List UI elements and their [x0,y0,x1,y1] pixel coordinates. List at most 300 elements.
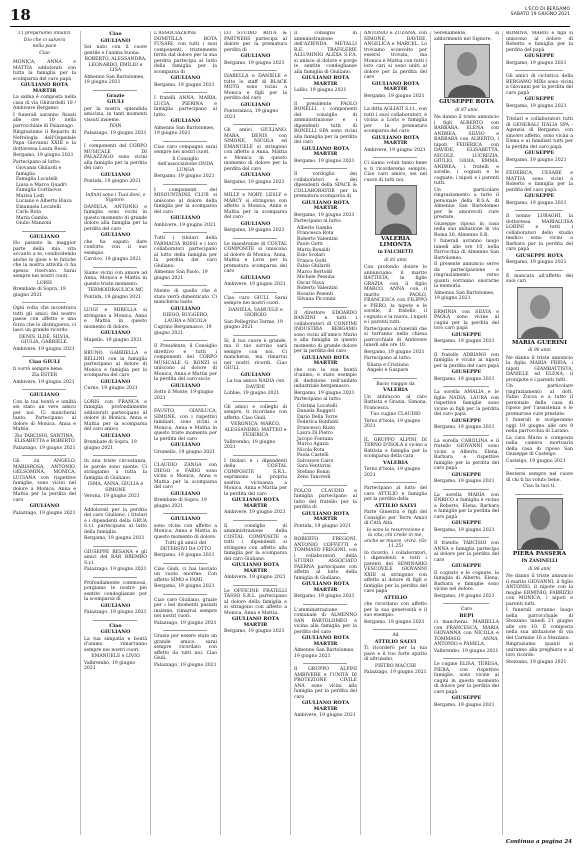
notice-date: Valbrembo, 19 giugno 2021 [224,439,276,450]
condolence-notice [154,289,217,336]
notice-divider [373,434,417,435]
condolence-notice [13,360,76,385]
notice-date: Palazzago, 19 giugno 2021 [364,670,427,675]
notice-text: La salma è composta nella casa di via Ghirardelli 10 / Ambivere Bergamo. [13,95,76,111]
notice-divider [22,231,66,232]
notice-date: Bergamo, 19 giugno 2021 [506,103,567,109]
notice-text: CLAUDIO ZANGA con DIEGO e FABIO sono vicini a Monica, Anna e Mattia per la scomparsa del caro [154,463,217,490]
condolence-notice [434,662,499,708]
condolence-notice [364,382,427,430]
notice-date: Almenno San Paolo, 19 giugno 2021 [154,270,208,281]
notice-text: Grazie per essere stato un grande amico, sarai sempre ricordato con affetto da tutti noi. Ciao Giuli. [154,634,217,661]
notice-divider [515,270,563,271]
notice-text: LORIS con FRANCA e famiglia profondamente addolorati partecipano al dolore di Monica, Anna e Mattia per la scomparsa del caro amico [84,399,147,432]
notice-divider [93,455,137,456]
notice-text: Il cordoglio dei collaboratori e dei dipendenti della SPACE & COLLABORATOR per la prematura scomparsa di [294,172,357,199]
notice-date: Bergamo, 19 giugno 2021 [364,349,425,355]
notice-text: FOLCO CLAUDIO e famiglia partecipano al lutto del fratello per la perdita di [294,488,357,510]
notice-text: I componenti del CORPO MUSICALE DI PALAZZAGO sono vicini alla famiglia per la perdita del caro [84,144,147,171]
notice-signature: DIEGO, RUGGERO, LAURA e NICOLA [162,313,209,324]
condolence-notice [294,537,357,600]
notice-date: Brembate di Sopra, 19 giugno 2021 [84,440,137,451]
condolence-notice [154,31,217,88]
participant: Federica Bonfanti [297,420,339,425]
participant: Nicola Rota [297,447,325,453]
notice-text: MILLY e NORY, LESLY e MARCY si stringono con affetto a Monica, Anna e Mattia per la scomparsa del caro [224,193,287,220]
notice-signature: PIETRO MACCHI [375,663,416,669]
condolence-notice [84,271,147,301]
notice-divider [303,604,347,605]
notice-text: Le OFFICINE FRATELLI TASSO S.R.L. partecipano al dolore della famiglia e si stringono con affetto a Monica, Anna e Mattia. [224,588,287,616]
deceased-name: GIUSEPPE [451,563,482,569]
deceased-name: GIULIANO [240,274,271,281]
condolence-notice [224,524,287,581]
notice-text: Ci siamo voluti tanto bene e ti ricorderemo sempre. Ciao caro amico, sei nel cuore di tutti noi. [364,161,427,183]
participants-heading: Partecipano al lutto: [294,397,342,402]
deceased-name: GIULIANO [170,490,201,497]
condolence-notice [224,31,287,66]
notice-divider [443,537,489,538]
condolence-notice [84,459,147,500]
deceased-name: GIUSEPPE [524,53,555,59]
condolence-notice [224,459,287,516]
participant: Dario Della Torre [297,414,338,420]
condolence-notice [84,193,147,263]
notice-text: Ringraziamo il Reparto di Nefrologia dell'Ospedale Papa Giovanni XXIII e la dottoressa Laura Rossi. [13,130,76,152]
notice-signature: IVAN [109,124,122,129]
condolence-notice [154,634,217,668]
notice-divider [233,585,277,586]
notice-date: Bergamo, 19 giugno 2021 [506,260,567,265]
portrait-silhouette-icon [518,499,562,549]
notice-text: Resterai sempre nel cuore di chi ti ha voluto bene. [506,472,573,483]
deceased-age: di 90 anni [528,348,551,353]
notice-divider [373,103,417,104]
portrait-photo [375,185,417,235]
notice-date: Bergamo, 19 giugno 2021 [224,60,285,66]
participant: Rosario Pesenti [297,291,334,297]
deceased-name: GIULIANO [170,442,201,448]
deceased-name: GIULIANO [240,101,271,108]
married-name: IN ZANINELLI [521,559,558,564]
notice-date: Bergamo, 19 giugno 2021 [294,390,355,396]
notice-text: I titolari e i dipendenti della COSTAL COMPOSITE S.R.L. esprimono la propria sentita vicinanza a Monica, Anna e Mattia per la perdita del caro [224,458,287,497]
notice-text: Ringraziamo quanti si uniranno alla preghiera e al loro ricordo. [506,642,573,658]
notice-divider [303,485,347,486]
death-announcement [364,161,427,374]
obituary-columns [10,31,574,835]
notice-text: La cara Maria è composta nella camera mortuaria della casa di riposo San Giuseppe di Castelgo. [506,435,573,457]
condolence-notice [434,390,499,431]
participant: Angelo e Gaspare [367,368,409,373]
notice-text: Sei nato con il cuore gentile e l'anima buona. [84,45,147,56]
notice-text: ANTONIO e ZUZANA, con SIMONE, DAVIDE, ANGELICA e MARCEL. Lo troviamo sconvolto per essersi trovata, ma Monica e Mattia con tutti i loro cari si sono uniti al dolore per la perdita del caro [364,31,427,80]
participant: Zeno Tancredi [297,475,331,480]
condolence-notice [84,400,147,452]
deceased-name: GIULIANO [240,172,271,178]
condolence-notice [13,306,76,352]
notice-text: Partecipano ai funerali che si terranno nella chiesa parrocchiale di Ambivere lunedì alle ore 10. [364,326,427,348]
notice-divider [515,167,563,168]
notice-text: Il Presidente, il Consiglio direttivo e tutti i componenti del CORPO MUSICALE G. BONZI si uniscono al dolore di Monica, Anna e Mattia per la perdita del caro socio [154,344,217,382]
notice-signature: Zia ESTER [31,373,58,378]
poem-notice [13,31,76,56]
notice-date: Curno, 19 giugno 2021 [84,386,138,391]
deceased-name: GIULIANO [170,305,201,312]
deceased-name: ATTILIO SALVI [374,502,417,509]
notice-divider [233,189,277,190]
notice-divider [93,267,137,268]
notice-signature: Tuo cugino CLAUDIO [370,412,421,417]
deceased-name: GIULIANO ROTA MARTIR [371,134,420,146]
deceased-name: GIULIANO ROTA MARTIR [301,510,350,522]
participant: Silvana Piccinini [297,297,336,302]
notice-date: Bergamo, 19 giugno 2021 [434,702,495,708]
notice-text: Un particolare ringraziamento al dott. Fabio Zucca e a tutto il personale della casa di riposo per l'assistenza e le premurose cure prestate. [506,384,573,417]
deceased-name: GIUSEPPE [524,96,555,102]
notice-date: Valbrembo, 19 giugno 2021 [434,648,499,654]
notice-text: I fratelli ANNA, MARIA, LUCIA, PIERINA e famiglia partecipano al lutto. [154,96,217,118]
deceased-name: GIUSEPPE [524,193,555,199]
notice-divider [443,658,489,659]
notice-divider [443,386,489,387]
notice-text: Tutti i titolari della FARMACIA ROSSI e i loro collaboratori partecipano al lutto della famiglia per la perdita del caro Giuliano. [154,236,217,269]
notice-date: Ambivere, 19 giugno 2021 [224,575,286,580]
condolence-notice [224,242,287,288]
participant: Laura Di Pietro [297,431,333,436]
notice-divider [233,455,277,456]
notice-date: Terno d'Isola, 19 giugno 2021 [364,418,421,429]
participant: Stefano Bonin [297,469,330,475]
notice-signature: Zio TARCISIO, SANTINA, ELISABETTA e ROBERTO [14,433,75,444]
notice-date: Palazzago, 19 giugno 2021 [154,662,217,668]
condolence-notice [224,296,287,331]
notice-signature: La tua amica NADIA con DAVIDE [226,379,285,390]
notice-text: Parte Ginestra e figli del Consiglio per Terre Amici di Città Alta. [364,510,427,526]
condolence-notice [84,550,147,573]
notice-text: Addolorati per la perdita del caro Giuliano, i titolari e i dipendenti della GRUA S.r.l. partecipano al lutto della famiglia. [84,507,147,535]
deceased-name: GIULIANO ROTA MARTIR [301,700,350,712]
notice-divider [233,238,277,239]
notice-text: DANIELA, ANTONIO e famiglia sono vicini in questo momento di grande dolore alla famiglia per la perdita del caro [84,204,147,232]
death-announcement [506,498,573,666]
condolence-notice [84,308,147,343]
notice-signature: DENIS, ILDE, SILVIA, GIULIA, GABRIELE. [19,334,70,345]
participant: Fabio Ghilardi [297,264,331,269]
notice-divider [163,459,207,460]
notice-text: Il fratello TARCISIO con ANNA e famiglia partecipa al dolore per la perdita del caro [434,541,499,563]
column-3 [150,31,219,835]
notice-text: Le cugine ELISA, TERESA, PIERA, con rispettive famiglie, sono vicine ai cugini in questo momento di dolore per la perdita del caro papà [434,662,499,695]
notice-text: L'amministrazione comunale di ALMENNO SAN BARTOLOMEO è vicina alla famiglia per la perdita del caro [294,607,357,635]
deceased-age: di 81 anni [384,257,407,263]
condolence-notice [84,32,147,86]
column-2 [80,31,149,835]
deceased-name: ATTILIO [383,594,408,601]
deceased-name: GIULIANO [100,378,131,385]
notice-text: Niente di quello che è stato verrà dimenticato. Ci mancherai tanto. [154,289,217,305]
deceased-name: GIULIANO [100,432,131,439]
notice-text: I funerali si svolgeranno oggi 19 giugno alle ore 9 nella parrocchia di Lurano. [506,418,573,434]
portrait-photo [517,498,563,550]
notice-divider [93,189,137,190]
condolence-notice [224,193,287,234]
deceased-name: VALERIA [382,459,409,466]
condolence-notice [434,607,499,654]
notice-date: Bergamo, 19 giugno 2021 [434,527,495,533]
portrait-silhouette-icon [445,45,489,97]
notice-text: La sorella MARIA con ENRICO e famiglia è vicina a Roberto, Elena, Barbara e famiglie per la perdita del caro papà [434,492,499,520]
notice-divider [22,389,66,390]
notice-signature: TERMOIDRAULICA MC [87,288,144,293]
notice-text: Ho passato la maggior parte della mia vita accanto a te, condividendo anche le gioie e le fatiche che la nostra attività ci ha spesso riservato. Sarai sempre nei nostri cuori. [13,241,76,279]
notice-text: IL GRUPPO ALPINI DI TERNO D'ISOLA è vicino a Battista e famiglia per la scomparsa della cara [364,437,427,459]
notice-date: Bergamo, 19 giugno 2021 [506,157,567,163]
notice-date: Verona, 19 giugno 2021 [84,494,140,499]
participant: Marisa Lodi [16,193,44,199]
notice-text: Ciao caro Giuliano, grazie per i bei momenti passati insieme, rimarrai sempre nei nostri cuori. [154,597,217,619]
condolence-notice [154,145,217,180]
notice-divider [373,378,417,379]
notice-date: Bergamo, 19 giugno 2021 [294,594,355,599]
notice-text: che ricordano con affetto per la sua generosità e il suo esempio. [364,602,427,618]
deceased-name: GIULIANO ROTA MARTIR [301,199,350,211]
notice-divider [233,520,277,521]
condolence-notice [154,236,217,281]
notice-date: Bergamo, 19 giugno 2021 [224,629,285,634]
notice-text: Gli amici di ciclistica della BERGAMO MIXs sono vicini a Giovanni per la perdita del caro papà [506,74,573,96]
participant: Marco Bertoldi [297,269,333,275]
notice-divider [515,468,563,469]
participants-list [364,363,427,374]
notice-date: Bergamo, 19 giugno 2021 [364,619,425,625]
deceased-name: GIUSEPPE [451,695,482,701]
notice-date: Bergamo, 19 giugno 2021 [224,179,285,185]
notice-date: Pontida, 19 giugno 2021 [84,179,142,184]
notice-text: Gli amici e colleghi di sempre, ti ricordano con affetto: Ciao Giuli. [224,404,287,421]
notice-date: Brembate di Sopra, 19 giugno 2021 [13,287,66,298]
notice-text: Titolari e collaboratori tutti di GENERALI ITALIA SPA - Agenzia di Bergamo, con sincero affetto, sono vicini a Elena e ai familiari tutti per la perdita del caro papà [506,117,573,150]
notice-date: Caprino Bergamasco, 19 giugno 2021 [154,325,212,336]
condolence-notice [294,31,357,94]
condolence-notice [13,459,76,516]
notice-divider [93,90,137,91]
notice-divider [93,347,137,348]
condolence-notice [84,508,147,542]
notice-text: FAUSTO, GIANLUCA, SIMONE, con i rispettivi familiari, sono vicini a Monica, Anna e Mattia in questo triste momento per la perdita del caro [154,409,217,442]
participant: Michele Pessina [297,275,335,280]
participant: Eliana e Cristiano [367,362,409,368]
notice-divider [163,92,207,93]
notice-title: Caro [460,607,473,612]
deceased-name: GIULIANO ROTA MARTIR [301,635,350,647]
portrait-silhouette-icon [376,186,416,234]
notice-divider [443,603,489,604]
notice-date: Bergamo, 19 giugno 2021 [506,60,567,66]
deceased-name: ATTILIO SALVI [374,638,417,645]
condolence-notice [364,486,427,625]
notice-date: Terno d'Isola, 19 giugno 2021 [364,467,421,478]
notice-divider [303,98,347,99]
notice-date: Bergamo, 19 giugno 2021 [434,593,495,599]
deceased-name: GIULIANO [100,602,131,609]
condolence-notice [294,667,357,719]
notice-divider [443,489,489,490]
participants-heading: Partecipano al lutto: [13,159,61,165]
notice-title: Ciao GIULI [28,359,61,365]
notice-signature: Il Consiglio dell'associazione ONDA LUNGA [157,156,214,173]
deceased-name: GIUSEPPE ROTA [439,99,494,105]
participant: Daniela Ruggeri [297,409,335,414]
participant: Alberto Gamba [297,225,333,231]
notice-date: Carvico, 19 giugno 2021 [84,257,142,262]
notice-date: Palazzago, 19 giugno 2021 [84,130,147,136]
notice-date: Almenno San Bartolomeo, 19 giugno 2021 [294,648,355,659]
notice-date: Ambivere, 19 giugno 2021 [364,147,426,153]
notice-date: Bergamo, 19 giugno 2021 [294,158,355,164]
participant: Carlo Rota [16,210,41,215]
notice-divider [515,113,563,114]
notice-date: Bergamo, 19 giugno 2021 [364,93,425,99]
notice-date: Bergamo, 19 giugno 2021 [294,212,355,218]
notice-date: Brembate di Sopra, 19 giugno 2021 [154,498,207,509]
notice-divider [93,304,137,305]
deceased-name: GIULIANO ROTA MARTIR [20,82,69,94]
deceased-name: GIULIANO [100,330,131,336]
notice-date: Sotto il Monte, 19 giugno 2021 [154,390,214,401]
notice-text: Il consiglio di amministrazione dell'AZIENDA METALLI R.E. TRAFILERIE ALLUMINIO ALEXA S.P.A. si unisce al dolore e porge le sentite condoglianze alla famiglia di Giuliano. [294,31,357,75]
notice-date: Pontida, 19 giugno 2021 [294,523,352,529]
notice-text: Il cognato e le cognate, la famiglia di Alberto, Elena, Barbara e famiglie sono vicine nel dolore. [434,570,499,592]
notice-divider [373,157,417,158]
notice-text: LO STUDIO ROTA & PARTNERS partecipa al dolore per la prematura perdita di [224,31,287,53]
participant: Francesco Rizzo [297,425,336,431]
deceased-age: di 87 anni [455,107,478,113]
participant: Giovanni Ghilardi e famiglia [16,166,62,177]
deceased-name: GIUSEPPE [451,331,482,338]
page-number: 18 [10,6,31,24]
participants-heading: Partecipano al lutto: [364,356,412,361]
condolence-notice [13,393,76,451]
notice-divider [303,663,347,664]
death-announcement [506,274,573,465]
notice-divider [22,302,66,303]
notice-divider [233,401,277,402]
continuation-note[interactable]: Continua a pagina 24 [505,839,572,845]
notice-signature: LORIS [36,280,53,286]
condolence-notice [84,624,147,672]
notice-divider [163,513,207,514]
notice-date: Mapello, 19 giugno 2021 [84,337,143,343]
notice-divider [163,184,207,185]
notice-date: Pontida, 19 giugno 2021 [84,294,142,300]
notice-date: Palazzago, 19 giugno 2021 [13,445,76,451]
column-6 [360,31,429,835]
deceased-name: GIULIANO [100,629,131,635]
condolence-notice [224,589,287,635]
notice-date: Almenno San Bartolomeo, 19 giugno 2021 [154,125,215,136]
notice-divider [233,124,277,125]
condolence-notice [224,405,287,451]
notice-divider [233,335,277,336]
deceased-name: GIULIANO ROTA MARTIR [301,75,350,87]
newspaper-name: L'ECO DI BERGAMO [525,7,570,12]
condolence-notice [84,144,147,185]
participant: Sara Venturini [297,464,331,469]
deceased-name: GIUSEPPE [451,471,482,478]
notice-date: Bergamo, 19 giugno 2021 [506,200,567,206]
condolence-notice [84,351,147,392]
participant: Maria Bonaldi [297,247,331,253]
participant: Roberto Valentini [297,286,338,291]
notice-signature: EMANUELE e LIVIO [91,654,140,659]
notice-divider [443,306,489,307]
notice-date: Palazzago, 19 giugno 2021 [84,610,147,615]
participant: Famiglia Cortinovis [16,188,62,193]
notice-divider [515,210,563,211]
notice-divider [303,307,347,308]
notice-divider [163,232,207,233]
deceased-name: GIULIANO [170,118,201,124]
deceased-name: GIULIANO [170,215,201,221]
notice-text: Profondamente commossi, porgiamo le nostre più sentite condoglianze per la scomparsa di [84,580,147,602]
condolence-notice [13,235,76,299]
participants-list [13,166,76,227]
condolence-notice [154,463,217,509]
notice-text: L'ASSOCIAZIONE DOMITILLA ROTA FUSARI, con tutti i suoi componenti, tristemente ferita dal dolore per la sua perdita partecipa al lutto della famiglia per la scomparsa di [154,31,217,75]
notice-text: In ricordo, i collaboratori, i dipendenti e tutti i parenti del SEMINARIO VESCOVILE GIOVANNI XXIII si stringono con affetto al dolore di figli e famiglia per la perdita del caro papà [364,550,427,594]
notice-divider [93,396,137,397]
deceased-name: GIULIANO [170,516,201,522]
deceased-name: GIULIANO ROTA MARTIR [231,616,280,628]
notice-text: Un particolare ringraziamento a tutto il personale della R.S.A. di Almenno San Bartolomeo per le amorevoli cure prestate. [434,187,499,220]
obituary-notice [13,60,76,227]
notice-divider [163,563,207,564]
condolence-notice [364,633,427,676]
notice-date: Bergamo, 19 giugno 2021 [434,376,495,382]
notice-text: Ciao caro compagno sarai sempre nei nostri cuori. [154,144,217,155]
notice-divider [233,70,277,71]
deceased-name: GIULIANO [170,382,201,389]
notice-text: Ti ricorderò per la tua pace e il tuo forte spirito di altruismo. [364,646,427,662]
condolence-notice [84,581,147,616]
notice-date: Bergamo, 19 giugno 2021 [154,82,215,88]
deceased-name: GIULIANO [240,53,271,59]
notice-divider [93,620,137,621]
deceased-name: GIULIANO ROTA MARTIR [301,145,350,157]
notice-divider [443,349,489,350]
notice-text: In una triste circostanza, le parole sono niente. Ci stringiamo a tutta la famiglia di Giuliano. [84,459,147,481]
notice-title: Ciao [109,31,122,37]
notice-divider [163,340,207,341]
notice-text: Un abbraccio al caro Battista e Grazia, Simona, Francesca. [364,394,427,411]
notice-date: Lobbie, 19 giugno 2021 [224,391,280,396]
notice-text: Il fratello ADRIANO con famiglia è vicino ai nipoti per la perdita del caro papà [434,352,499,369]
condolence-notice [364,107,427,153]
death-announcement [434,31,499,302]
notice-title: Ad [392,633,399,638]
participant: Paolo Gotti [297,242,323,247]
notice-divider [443,435,489,436]
condolence-notice [224,74,287,120]
column-1 [10,31,78,835]
notice-text: Siamo vicini con amore ad Anna, Monica e Mattia in questo triste momento. [84,270,147,287]
notice-date: Stezzano, 19 giugno 2021 [506,659,567,665]
notice-signature: ISMA, ANNA, GIULIA e SIMONE [87,482,144,493]
condolence-notice [154,344,217,401]
notice-divider [373,482,417,483]
condolence-notice [84,94,147,137]
